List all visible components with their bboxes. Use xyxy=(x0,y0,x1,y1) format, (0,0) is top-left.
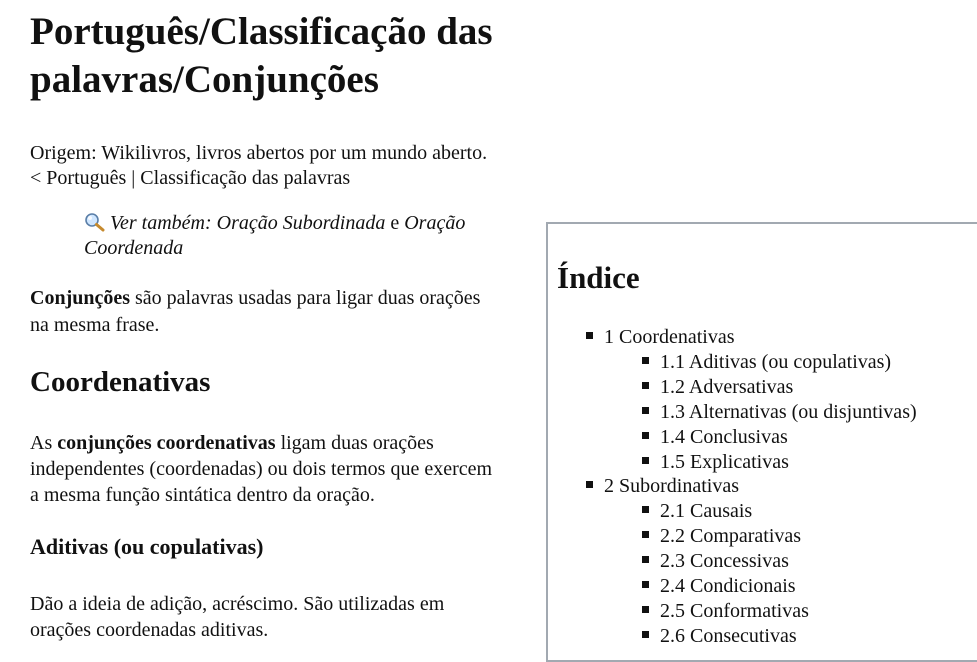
coordenativas-bold-term: conjunções coordenativas xyxy=(57,432,276,454)
heading-coordenativas: Coordenativas xyxy=(30,366,211,398)
toc-item[interactable] xyxy=(642,499,752,523)
intro-bold-term: Conjunções xyxy=(30,287,131,309)
bullet-icon xyxy=(642,506,649,513)
bullet-icon xyxy=(642,457,649,464)
breadcrumb-separator: | xyxy=(126,167,141,189)
toc-item-label: 1.1 Aditivas (ou copulativas) xyxy=(660,351,892,373)
intro-paragraph xyxy=(30,285,490,339)
breadcrumb xyxy=(30,166,487,191)
bullet-icon xyxy=(586,332,593,339)
bullet-icon xyxy=(642,382,649,389)
origin-line: Origem: Wikilivros, livros abertos por um mundo aberto. xyxy=(30,142,488,164)
toc-item-label: 1.2 Adversativas xyxy=(660,376,794,398)
breadcrumb-arrow: < xyxy=(30,167,47,189)
toc-item-label: 2.4 Condicionais xyxy=(660,575,796,597)
toc-item[interactable] xyxy=(642,450,789,474)
bullet-icon xyxy=(642,581,649,588)
breadcrumb-link-portugues[interactable]: Português xyxy=(46,167,127,189)
coordenativas-text-start: As xyxy=(30,432,58,454)
toc-item[interactable] xyxy=(642,524,801,548)
origin-block xyxy=(30,141,487,191)
bullet-icon xyxy=(642,606,649,613)
bullet-icon xyxy=(586,481,593,488)
toc-item-label: 2 Subordinativas xyxy=(604,475,739,497)
toc-item-label: 1.3 Alternativas (ou disjuntivas) xyxy=(660,401,917,423)
toc-item-label: 2.6 Consecutivas xyxy=(660,625,797,647)
see-also-prefix: Ver também: xyxy=(110,212,217,234)
breadcrumb-link-classificacao[interactable]: Classificação das palavras xyxy=(140,167,351,189)
bullet-icon xyxy=(642,432,649,439)
toc-item[interactable] xyxy=(586,474,739,498)
toc-item-label: 1 Coordenativas xyxy=(604,326,735,348)
toc-item-label: 2.1 Causais xyxy=(660,500,753,522)
magnifier-icon xyxy=(84,212,106,232)
toc-item[interactable] xyxy=(642,574,796,598)
toc-item-label: 2.2 Comparativas xyxy=(660,525,802,547)
coordenativas-text-end: ligam duas orações independentes (coordenadas) ou dois termos que exercem a mesma função sintática dentro da oração. xyxy=(30,432,493,506)
bullet-icon xyxy=(642,556,649,563)
toc-item[interactable] xyxy=(642,624,797,648)
see-also-note xyxy=(84,211,524,261)
bullet-icon xyxy=(642,407,649,414)
see-also-conjunction: e xyxy=(385,212,405,234)
toc-item-label: 2.3 Concessivas xyxy=(660,550,789,572)
page-title: Português/Classificação das palavras/Conjunções xyxy=(30,10,493,101)
bullet-icon xyxy=(642,531,649,538)
intro-text: são palavras usadas para ligar duas orações na mesma frase. xyxy=(30,287,481,336)
aditivas-paragraph: Dão a ideia de adição, acréscimo. São utilizadas em orações coordenadas aditivas. xyxy=(30,593,445,641)
toc-item[interactable] xyxy=(642,375,793,399)
see-also-link-subordinada[interactable]: Oração Subordinada xyxy=(216,212,386,234)
toc-item[interactable] xyxy=(642,549,789,573)
toc-item[interactable] xyxy=(642,400,917,424)
toc-item-label: 1.5 Explicativas xyxy=(660,451,789,473)
bullet-icon xyxy=(642,631,649,638)
toc-item[interactable] xyxy=(642,425,788,449)
toc-item-label: 1.4 Conclusivas xyxy=(660,426,788,448)
toc-item-label: 2.5 Conformativas xyxy=(660,600,809,622)
toc-title: Índice xyxy=(557,260,640,295)
toc-item[interactable] xyxy=(642,599,809,623)
coordenativas-paragraph xyxy=(30,430,500,508)
toc-item[interactable] xyxy=(642,350,891,374)
bullet-icon xyxy=(642,357,649,364)
toc-item[interactable] xyxy=(586,325,735,349)
heading-aditivas: Aditivas (ou copulativas) xyxy=(30,534,264,559)
see-also-link-coordenada[interactable]: Oração Coordenada xyxy=(84,212,466,259)
table-of-contents xyxy=(546,222,977,662)
